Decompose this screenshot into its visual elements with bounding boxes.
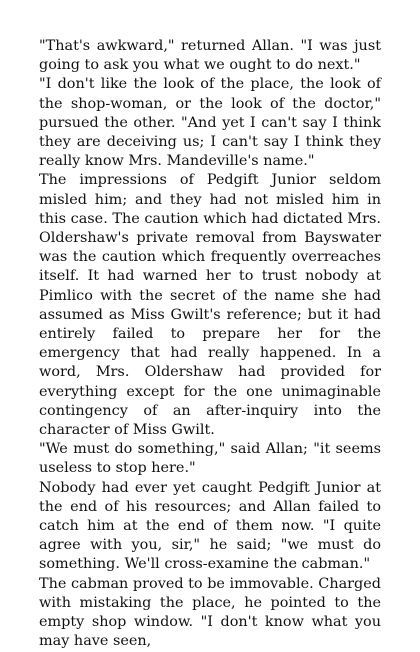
paragraph-3: The impressions of Pedgift Junior seldom misled him; and they had not misled him in this case. The caution which had dictated Mrs. Oldershaw's private removal from Bayswater was the caution which frequently overreaches itself. It had warned her to trust nobody at Pimlico with the secret of the name she had assumed as Miss Gwilt's reference; but it had entirely failed to prepare her for the emergency that had really happened. In a word, Mrs. Oldershaw had provided for everything except for the one unimaginable contingency of an after-inquiry into the character of Miss Gwilt. [39, 172, 381, 439]
paragraph-6: The cabman proved to be immovable. Charged with mistaking the place, he pointed to the empty shop window. "I don't know what you may have seen, [39, 575, 381, 650]
paragraph-4: "We must do something," said Allan; "it seems useless to stop here." [39, 441, 381, 477]
paragraph-1: "That's awkward," returned Allan. "I was just going to ask you what we ought to do next." [39, 38, 381, 74]
book-page-text [39, 37, 381, 652]
paragraph-5: Nobody had ever yet caught Pedgift Junior at the end of his resources; and Allan failed to catch him at the end of them now. "I quite agree with you, sir," he said; "we must do something. We'll cross-examine the cabman." [39, 479, 381, 573]
paragraph-2: "I don't like the look of the place, the look of the shop-woman, or the look of the doctor," pursued the other. "And yet I can't say I think they are deceiving us; I can't say I think they really know Mrs. Mandeville's name." [39, 76, 381, 170]
